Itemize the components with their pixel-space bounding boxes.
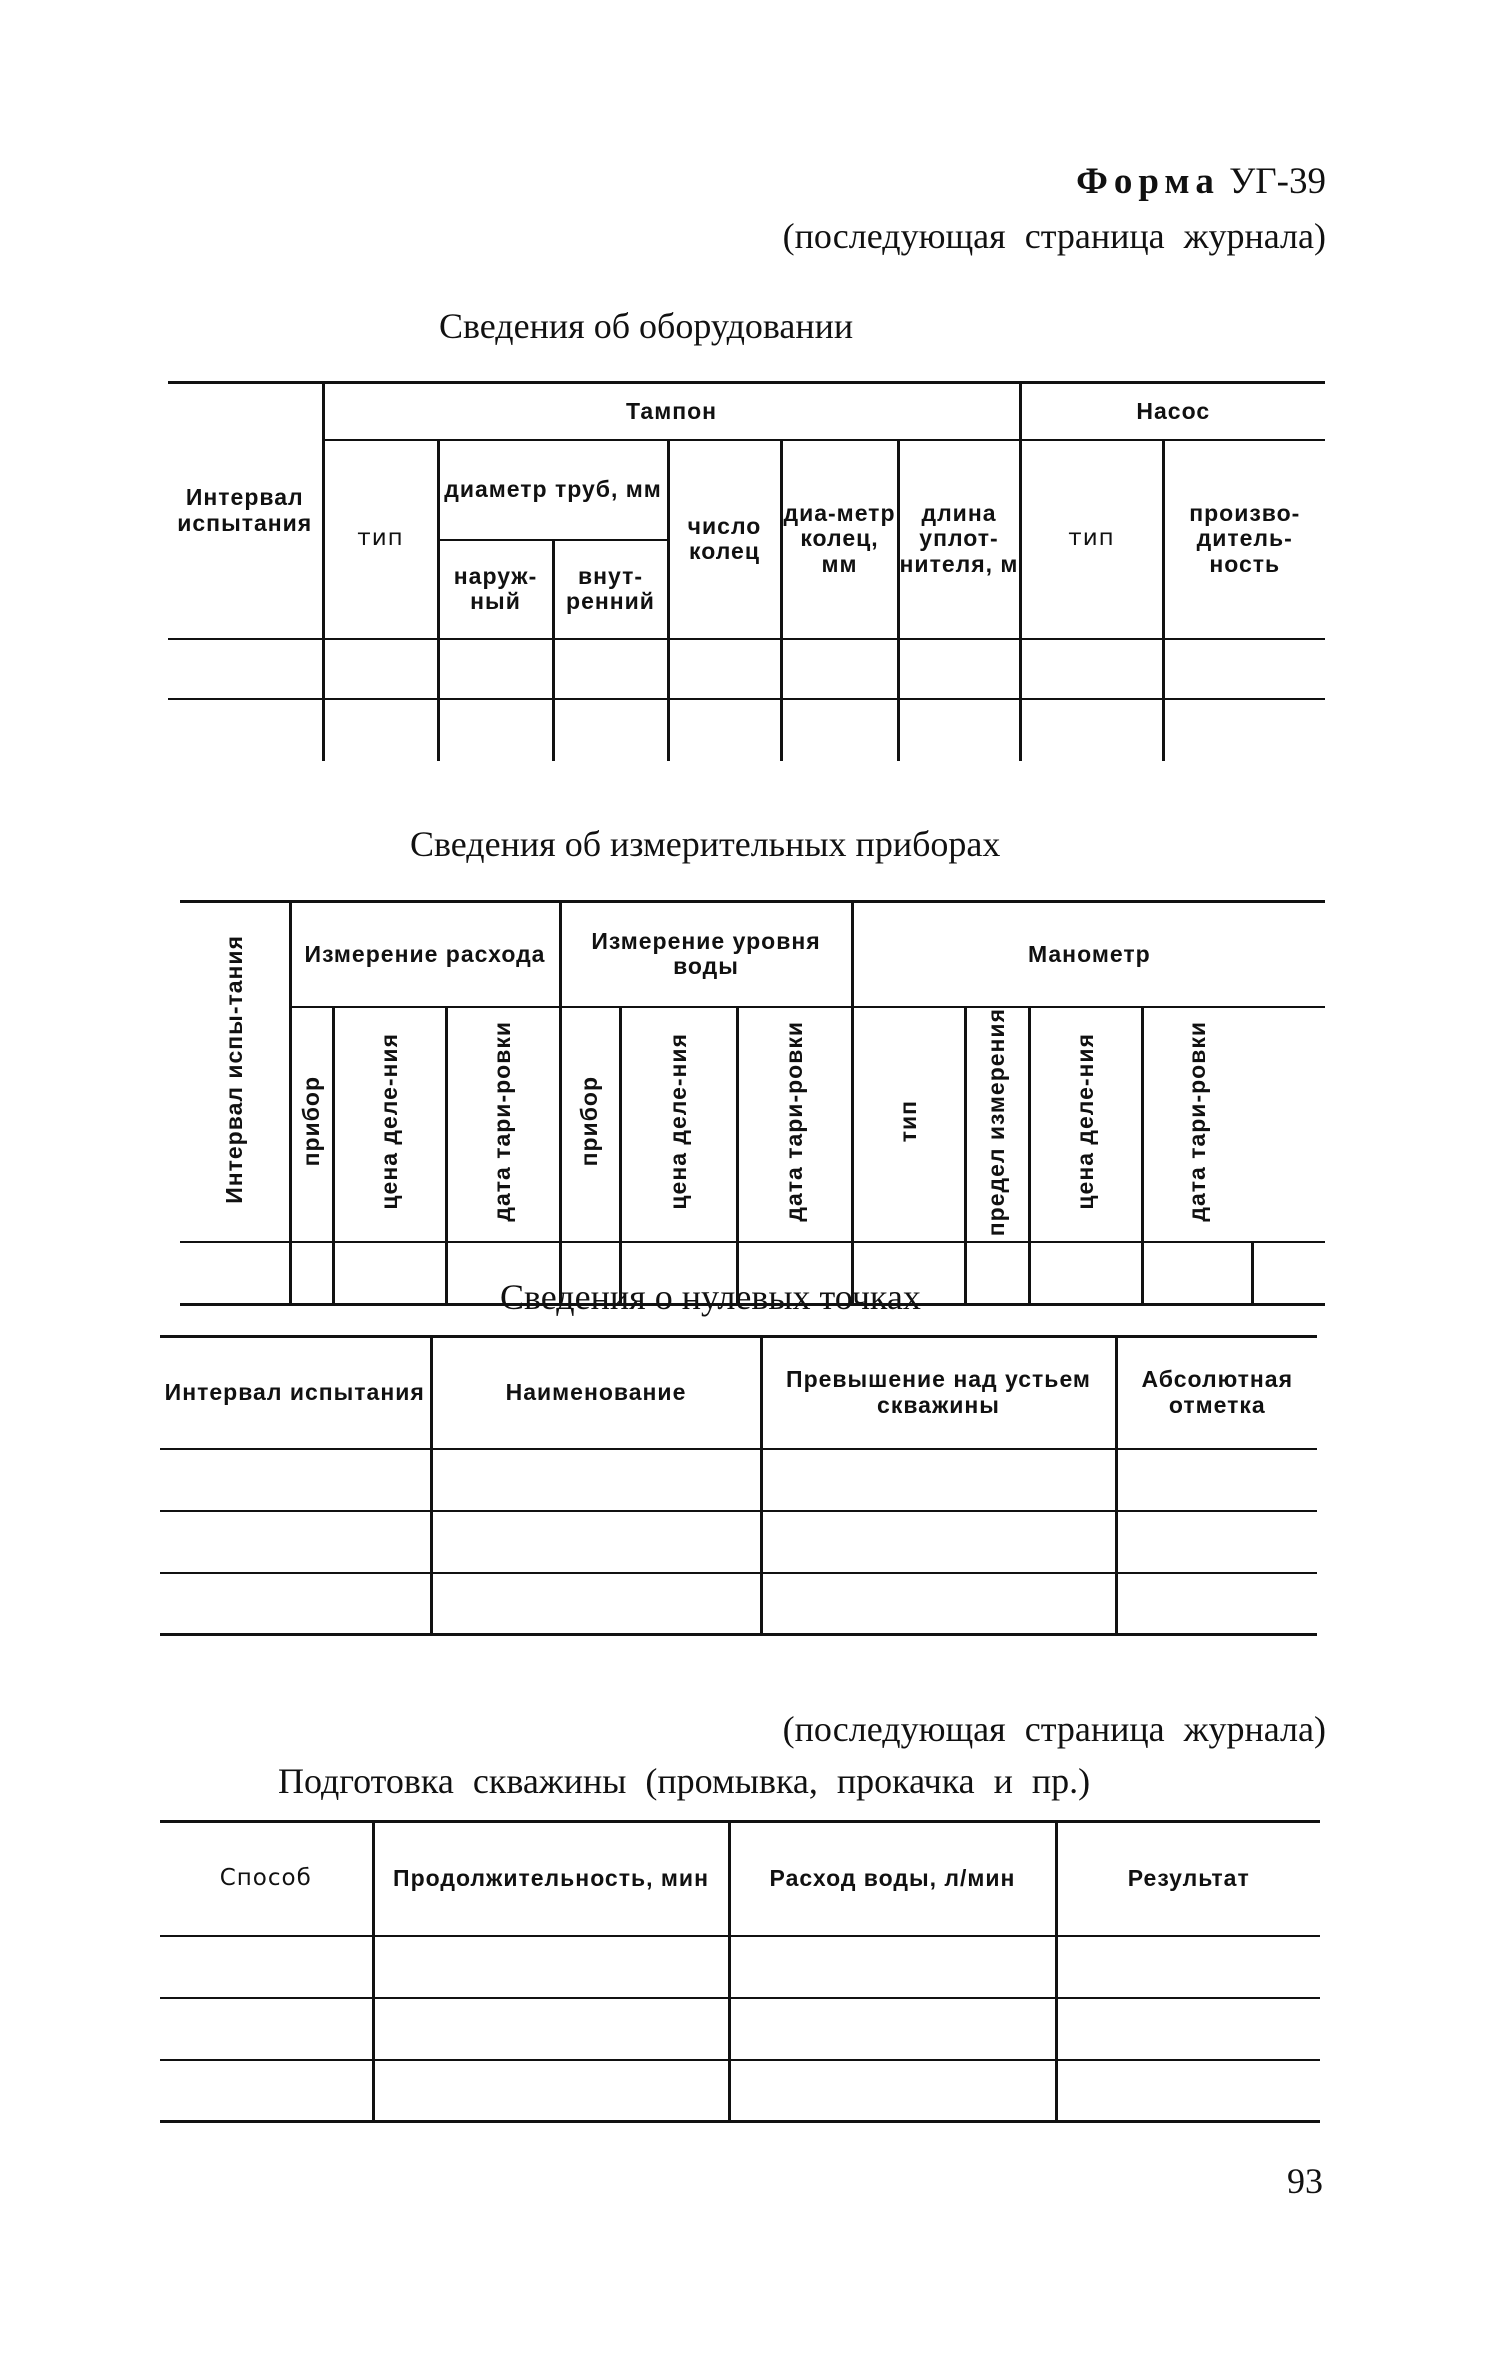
preparation-table	[160, 1820, 1320, 2123]
table-row	[160, 1936, 1320, 1998]
preparation-col-duration: Продолжительность, мин	[373, 1822, 729, 1936]
zero-points-col-elevation: Превышение над устьем скважины	[761, 1337, 1116, 1449]
equipment-col-seal-length: длина уплот-нителя, м	[898, 440, 1020, 639]
table-row	[160, 2060, 1320, 2122]
instruments-col-type: тип	[852, 1007, 965, 1243]
equipment-col-ring-diameter: диа-метр колец, мм	[781, 440, 898, 639]
instruments-col-division-3: цена деле-ния	[1029, 1007, 1142, 1243]
instruments-col-device: прибор	[290, 1007, 333, 1243]
page-number: 93	[1287, 2161, 1323, 2201]
instruments-table	[180, 900, 1325, 1306]
form-code: УГ-39	[1229, 161, 1326, 202]
instruments-col-device-2: прибор	[560, 1007, 620, 1243]
instruments-group-manometer: Манометр	[852, 902, 1325, 1007]
table-row	[160, 1573, 1317, 1635]
equipment-col-pump-type: тип	[1020, 440, 1163, 639]
preparation-col-result: Результат	[1056, 1822, 1320, 1936]
equipment-table	[168, 381, 1325, 761]
zero-points-col-name: Наименование	[431, 1337, 761, 1449]
preparation-subtitle: (последующая страница журнала)	[782, 1709, 1326, 1749]
instruments-col-calibration-date-3: дата тари-ровки	[1142, 1007, 1252, 1243]
table-row	[160, 1511, 1317, 1573]
instruments-col-interval: Интервал испы-тания	[180, 902, 290, 1243]
equipment-col-inner: внут-ренний	[553, 540, 668, 639]
instruments-section-title: Сведения об измерительных приборах	[410, 824, 1001, 864]
preparation-col-water-flow: Расход воды, л/мин	[729, 1822, 1056, 1936]
table-row	[168, 639, 1325, 699]
equipment-section-title: Сведения об оборудовании	[439, 306, 854, 346]
table-row	[160, 1998, 1320, 2060]
form-title	[1076, 160, 1326, 203]
instruments-col-division: цена деле-ния	[333, 1007, 446, 1243]
equipment-group-tampon: Тампон	[323, 383, 1020, 440]
table-row	[160, 1449, 1317, 1511]
equipment-col-productivity: произво-дитель-ность	[1163, 440, 1325, 639]
zero-points-table	[160, 1335, 1317, 1636]
equipment-group-pump: Насос	[1020, 383, 1325, 440]
equipment-col-rings-count: число колец	[668, 440, 781, 639]
zero-points-col-absolute: Абсолютная отметка	[1116, 1337, 1317, 1449]
form-word: Форма	[1076, 161, 1220, 202]
form-subtitle: (последующая страница журнала)	[782, 216, 1326, 256]
instruments-col-calibration-date-2: дата тари-ровки	[737, 1007, 852, 1243]
instruments-col-division-2: цена деле-ния	[620, 1007, 737, 1243]
zero-points-col-interval: Интервал испытания	[160, 1337, 431, 1449]
instruments-group-flow: Измерение расхода	[290, 902, 560, 1007]
preparation-col-method: Способ	[160, 1822, 373, 1936]
equipment-col-outer: наруж-ный	[438, 540, 553, 639]
equipment-col-type: тип	[323, 440, 438, 639]
equipment-col-interval: Интервал испытания	[168, 383, 323, 639]
instruments-col-measure-limit: предел измерения	[965, 1007, 1029, 1243]
table-row	[168, 699, 1325, 761]
preparation-section-title: Подготовка скважины (промывка, прокачка и пр.)	[278, 1761, 1091, 1801]
instruments-group-water-level: Измерение уровня воды	[560, 902, 852, 1007]
zero-points-section-title: Сведения о нулевых точках	[500, 1277, 921, 1317]
equipment-col-pipe-diameter: диаметр труб, мм	[438, 440, 668, 540]
instruments-col-calibration-date: дата тари-ровки	[446, 1007, 560, 1243]
